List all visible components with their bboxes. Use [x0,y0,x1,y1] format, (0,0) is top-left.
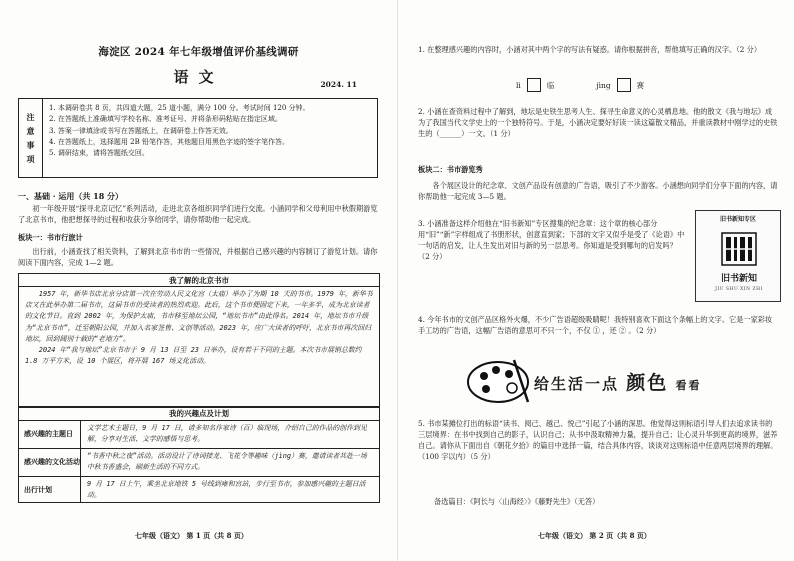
interest-plan-box [18,406,380,503]
block-intro: 各个展区设计的纪念章、文创产品设有创意的广告语，吸引了不少游客。小涵想向同学们分享下面的内容，请你帮助他一起完成 3—5 题。 [418,181,778,202]
note-item: 3. 答案一律填涂或书写在答题纸上，在调研卷上作答无效。 [49,126,233,135]
block-heading: 板块一：书市行旅计 [18,233,83,242]
ad-banner [464,356,724,406]
notes-label-char: 意 [26,125,35,136]
exam-date: 2024. 11 [320,80,357,89]
stamp-poster [695,210,781,302]
question-5: 5. 书市某摊位打出的标语“读书、阅己、越己、悦己”引起了小涵的深思。他觉得这则标语引导人们去追求读书的三层境界：在书中找到自己的影子，认识自己；从书中汲取精神力量，提升自己；让心灵升华到更高的境界，滋养自己。请你从下面出自《朝花夕拾》的篇目中选择一篇，结合具体内容，谈谈对这则标语中任意两层境界的理解。（100 字以内）（5 分） [418,419,778,462]
intro-paragraph-2: 出行前，小涵查找了相关资料，了解到北京书市的一些情况，并根据自己感兴趣的内容制订了游览计划。请你阅读下面内容，完成 1—2 题。 [18,247,378,268]
plan-row-content: “书香中秋之夜”活动。活动设计了诗词接龙、飞花令等趣味（jìng）赛，邀请读者共赴一场中秋书香盛会，刷新生活的不同方式。 [87,452,367,471]
notes-label [19,99,43,177]
note-item: 5. 调研结束，请将答题纸交回。 [49,149,149,158]
note-item: 4. 在答题纸上，选择题用 2B 铅笔作答，其他题目用黑色字迹的签字笔作答。 [49,137,289,146]
plan-row [19,448,379,476]
book-stamp-icon [720,231,758,267]
plan-row [19,420,379,448]
given-char: 赛 [636,80,645,90]
page-footer: 七年级（语文） 第 1 页（共 8 页） [135,531,248,540]
answer-box[interactable] [527,78,541,92]
subject-title: 语文 [173,68,224,86]
plan-row-content: 文学艺术主题日，9 月 17 日，请多知名作家诗（百）临现场，介绍自己的作品的创作到见解，分享对生活、文学的感悟与思考。 [87,424,367,443]
ad-slogan-highlight: 颜色 [626,372,669,394]
note-item: 2. 在答题纸上准确填写学校名称、准考证号、并将条形码粘贴在指定区域。 [49,115,282,124]
exam-title: 海淀区 2024 年七年级增值评价基线调研 [98,46,299,58]
poster-subtitle: JIU SHU XIN ZHI [715,287,763,292]
section-heading: 一、基础 · 运用（共 18 分） [18,191,124,201]
pinyin-label: jìng [596,80,611,90]
box-body [19,287,379,369]
plan-row-content: 9 月 17 日上午，乘坐北京地铁 5 号线到雍和宫站，步行至书市，参加感兴趣的主题日活动。 [87,480,366,499]
notes-box [18,98,378,178]
plan-row-label: 出行计划 [19,477,81,503]
block-heading: 板块二：书市游览秀 [418,165,483,174]
palette-icon [464,356,534,406]
ad-slogan-part: 看看 [675,379,702,392]
question-5-options: 备选篇目：《阿长与〈山海经〉》《藤野先生》（无答） [434,497,600,506]
box-paragraph: 2024 年“我与地坛”北京书市于 9 月 13 日至 23 日举办，设有若干不同的主题。本次书市展销总数约 1.8 万平方米，设 10 个展区，将开展 167 场文化活动。 [25,345,362,366]
ad-slogan-part: 给生活一点 [534,375,620,393]
question-4-text: 4. 今年书市的文创产品区格外火爆，不少广告语超级吸睛呢！我特别喜欢下面这个条幅上的文字。它是一家彩妆手工坊的广告语，这幅广告语的意思可不只一个，不仅 ① ，还 ② 。（2 分） [418,315,773,336]
box-title: 我的兴趣点及计划 [169,409,229,418]
plan-row [19,476,379,503]
bookfair-info-box [18,273,380,408]
page-footer: 七年级（语文） 第 2 页（共 8 页） [538,531,651,540]
plan-row-label: 感兴趣的文化活动 [19,449,81,476]
given-char: 临 [546,80,555,90]
note-item: 1. 本调研卷共 8 页，共四道大题，25 道小题，满分 100 分。考试时间 120 分钟。 [49,104,310,112]
box-paragraph: 1957 年，新华书店北京分店第一次在劳动人民文化宫（太庙）举办了为期 10 天的书市。1979 年，新华书店又在此举办第二届书市，这届书市仍受读者的热烈欢迎。此后，这个书市便固定下来，一年多半，成为北京读者的文化节日。直到 2002 年，为保护太庙，书市移至地坛公园，“地坛书市”由此得名。2014 年，地坛书市升级为“北京书市”，迁至朝阳公园，并加入名家签售、文创等活动。2023 年，应广大读者的呼吁，北京书市再次回归地坛，回到阔别十载的“老地方”。 [25,290,373,343]
notes-label-char: 事 [26,139,35,150]
notes-label-char: 项 [26,153,35,164]
box-title: 我了解的北京书市 [19,274,379,287]
pinyin-row [516,78,644,92]
pinyin-label: lì [516,80,521,90]
notes-label-char: 注 [26,111,35,122]
notes-list [43,99,377,177]
question-3: 3. 小涵准备这样介绍他在“旧书新知”专区搜集的纪念章：这个章的核心部分用“旧”“新”字样组成了书册形状，创意直到家；下部的文字又似乎是受了《论语》中一句话的启发，让人生发出对旧与新的另一层思考。你知道是受到哪句的启发吗？（2 分） [418,219,685,262]
question-4 [418,314,778,336]
question-1: 1. 在整理感兴趣的内容时，小涵对其中两个字的写法有疑惑。请你根据拼音，帮他填写正确的汉字。（2 分） [418,45,762,54]
intro-paragraph: 初一年级开展“探寻北京记忆”系列活动，走进北京各组织同学们进行交流。小涵同学和父母利用中秋假期游览了北京书市，他把想探寻的过程和收获分享给同学，请你帮助他一起完成。 [18,204,378,225]
poster-title: 旧书新知专区 [719,216,756,223]
plan-row-label: 感兴趣的主题日 [19,421,81,448]
poster-name: 旧书新知 [720,274,757,284]
ad-slogan [534,368,702,395]
answer-box[interactable] [617,78,631,92]
page-right [397,0,794,561]
question-2: 2. 小涵在查资料过程中了解到，地坛是史铁生思考人生、探寻生命意义的心灵栖息地。他的散文《我与地坛》成为了我国当代文学史上的一个独特符号。于是，小涵决定要好好读一读这篇散文精品，并重读教材中刚学过的史铁生的（______）一文。（1 分） [418,107,778,139]
